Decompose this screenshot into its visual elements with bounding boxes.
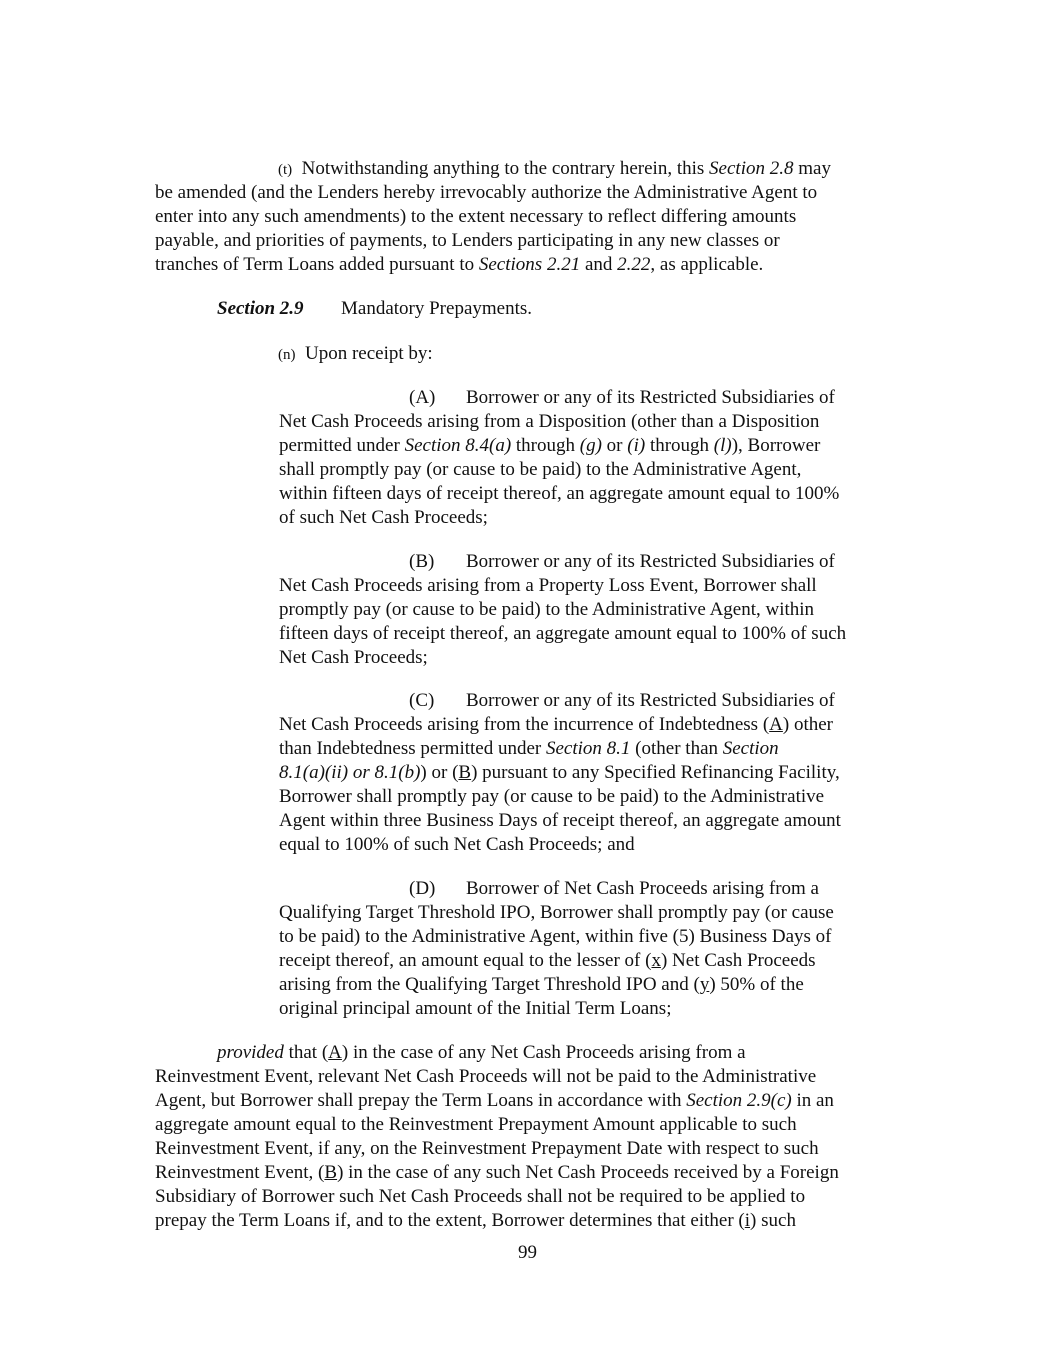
para-t-line-1: (t) Notwithstanding anything to the contrary herein, this Section 2.8 may [278, 158, 831, 179]
para-n-marker: (n) [278, 347, 296, 363]
clause-d-line-2: Qualifying Target Threshold IPO, Borrower shall promptly pay (or cause [279, 902, 834, 923]
section-number: Section 2.9 [217, 298, 304, 319]
clause-c-line-1: Borrower or any of its Restricted Subsidiaries of [466, 690, 835, 711]
clause-d-marker: (D) [409, 878, 436, 899]
clause-d-line-6: original principal amount of the Initial Term Loans; [279, 998, 672, 1019]
clause-a-line-2: Net Cash Proceeds arising from a Disposition (other than a Disposition [279, 411, 820, 432]
clause-a-line-4: shall promptly pay (or cause to be paid) to the Administrative Agent, [279, 459, 802, 480]
proviso-line-3: Agent, but Borrower shall prepay the Term Loans in accordance with Section 2.9(c) in an [155, 1090, 834, 1111]
clause-d-line-1: Borrower of Net Cash Proceeds arising from a [466, 878, 819, 899]
proviso-line-5: Reinvestment Event, if any, on the Reinvestment Prepayment Date with respect to such [155, 1138, 819, 1159]
clause-b-line-1: Borrower or any of its Restricted Subsidiaries of [466, 551, 835, 572]
clause-a-line-1: Borrower or any of its Restricted Subsidiaries of [466, 387, 835, 408]
clause-b-line-2: Net Cash Proceeds arising from a Property Loss Event, Borrower shall [279, 575, 817, 596]
section-title: Mandatory Prepayments. [341, 298, 533, 319]
proviso-line-1: provided that (A) in the case of any Net Cash Proceeds arising from a [217, 1042, 746, 1063]
clause-d-line-4: receipt thereof, an amount equal to the lesser of (x) Net Cash Proceeds [279, 950, 816, 971]
proviso-line-4: aggregate amount equal to the Reinvestment Prepayment Amount applicable to such [155, 1114, 797, 1135]
clause-c-line-2: Net Cash Proceeds arising from the incurrence of Indebtedness (A) other [279, 714, 833, 735]
clause-c-line-6: Agent within three Business Days of receipt thereof, an aggregate amount [279, 810, 841, 831]
clause-d-line-5: arising from the Qualifying Target Threshold IPO and (y) 50% of the [279, 974, 804, 995]
clause-b-marker: (B) [409, 551, 435, 572]
clause-b-line-5: Net Cash Proceeds; [279, 647, 428, 668]
page-number: 99 [518, 1242, 537, 1263]
clause-c-line-4: 8.1(a)(ii) or 8.1(b)) or (B) pursuant to any Specified Refinancing Facility, [279, 762, 840, 783]
clause-b-line-3: promptly pay (or cause to be paid) to the Administrative Agent, within [279, 599, 815, 620]
clause-a-marker: (A) [409, 387, 436, 408]
proviso-line-8: prepay the Term Loans if, and to the extent, Borrower determines that either (i) such [155, 1210, 796, 1231]
proviso-line-2: Reinvestment Event, relevant Net Cash Proceeds will not be paid to the Administrative [155, 1066, 817, 1087]
para-t-marker: (t) [278, 162, 293, 178]
clause-d-line-3: to be paid) to the Administrative Agent, within five (5) Business Days of [279, 926, 832, 947]
proviso-line-7: Subsidiary of Borrower such Net Cash Proceeds shall not be required to be applied to [155, 1186, 806, 1207]
para-t-line-2: be amended (and the Lenders hereby irrevocably authorize the Administrative Agent to [155, 182, 818, 203]
para-t-line-5: tranches of Term Loans added pursuant to Sections 2.21 and 2.22, as applicable. [155, 254, 764, 275]
clause-c-marker: (C) [409, 690, 435, 711]
clause-b-line-4: fifteen days of receipt thereof, an aggregate amount equal to 100% of such [279, 623, 847, 644]
clause-c-line-7: equal to 100% of such Net Cash Proceeds; and [279, 834, 635, 855]
clause-c-line-5: Borrower shall promptly pay (or cause to be paid) to the Administrative [279, 786, 825, 807]
para-n: (n) Upon receipt by: [278, 343, 433, 364]
proviso-line-6: Reinvestment Event, (B) in the case of any such Net Cash Proceeds received by a Foreign [155, 1162, 839, 1183]
clause-a-line-5: within fifteen days of receipt thereof, an aggregate amount equal to 100% [279, 483, 840, 504]
para-t-line-3: enter into any such amendments) to the extent necessary to reflect differing amounts [155, 206, 797, 227]
clause-a-line-3: permitted under Section 8.4(a) through (g) or (i) through (l)), Borrower [279, 435, 821, 456]
para-t-line-4: payable, and priorities of payments, to Lenders participating in any new classes or [155, 230, 780, 251]
clause-a-line-6: of such Net Cash Proceeds; [279, 507, 488, 528]
clause-c-line-3: than Indebtedness permitted under Section 8.1 (other than Section [279, 738, 779, 759]
